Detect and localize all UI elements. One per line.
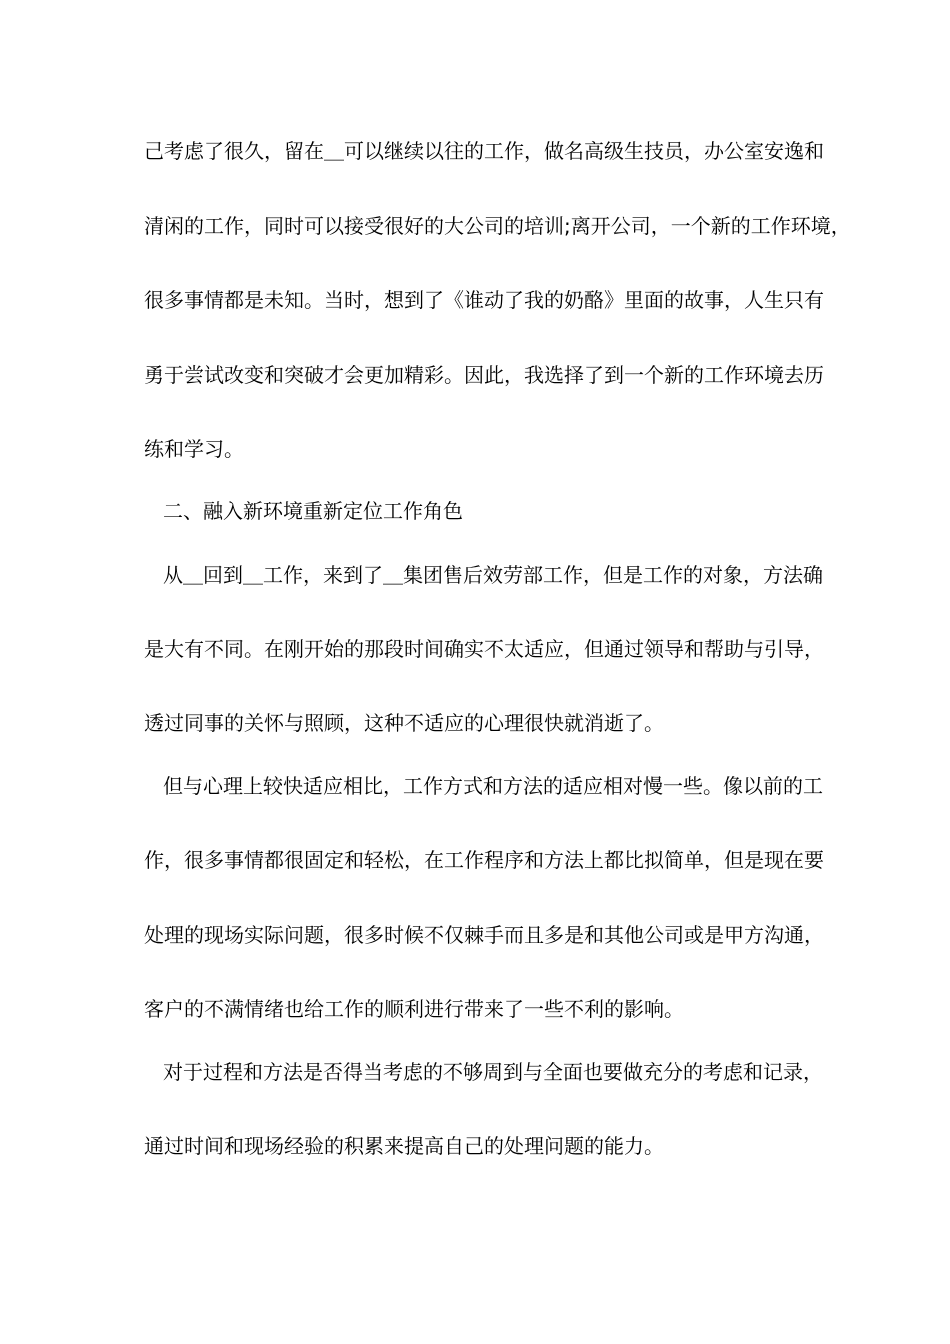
paragraph-line: 作，很多事情都很固定和轻松，在工作程序和方法上都比拟简单，但是现在要 — [144, 848, 824, 872]
paragraph-line: 处理的现场实际问题，很多时候不仅棘手而且多是和其他公司或是甲方沟通， — [144, 923, 824, 947]
paragraph-line: 对于过程和方法是否得当考虑的不够周到与全面也要做充分的考虑和记录， — [163, 1060, 823, 1084]
paragraph-line: 从＿回到＿工作，来到了＿集团售后效劳部工作，但是工作的对象，方法确 — [163, 563, 823, 587]
paragraph-line: 是大有不同。在刚开始的那段时间确实不太适应，但通过领导和帮助与引导， — [144, 637, 824, 661]
paragraph-line: 很多事情都是未知。当时，想到了《谁动了我的奶酪》里面的故事，人生只有 — [144, 288, 824, 312]
paragraph-line: 客户的不满情绪也给工作的顺利进行带来了一些不利的影响。 — [144, 997, 684, 1021]
paragraph-line: 练和学习。 — [144, 437, 244, 461]
section-heading: 二、融入新环境重新定位工作角色 — [163, 499, 463, 523]
paragraph-line: 透过同事的关怀与照顾，这种不适应的心理很快就消逝了。 — [144, 711, 664, 735]
paragraph-line: 勇于尝试改变和突破才会更加精彩。因此，我选择了到一个新的工作环境去历 — [144, 363, 824, 387]
paragraph-line: 己考虑了很久，留在＿可以继续以往的工作，做名高级生技员，办公室安逸和 — [144, 139, 824, 163]
paragraph-line: 通过时间和现场经验的积累来提高自己的处理问题的能力。 — [144, 1134, 664, 1158]
paragraph-line: 清闲的工作，同时可以接受很好的大公司的培训;离开公司，一个新的工作环境， — [144, 214, 851, 238]
paragraph-line: 但与心理上较快适应相比，工作方式和方法的适应相对慢一些。像以前的工 — [163, 774, 823, 798]
